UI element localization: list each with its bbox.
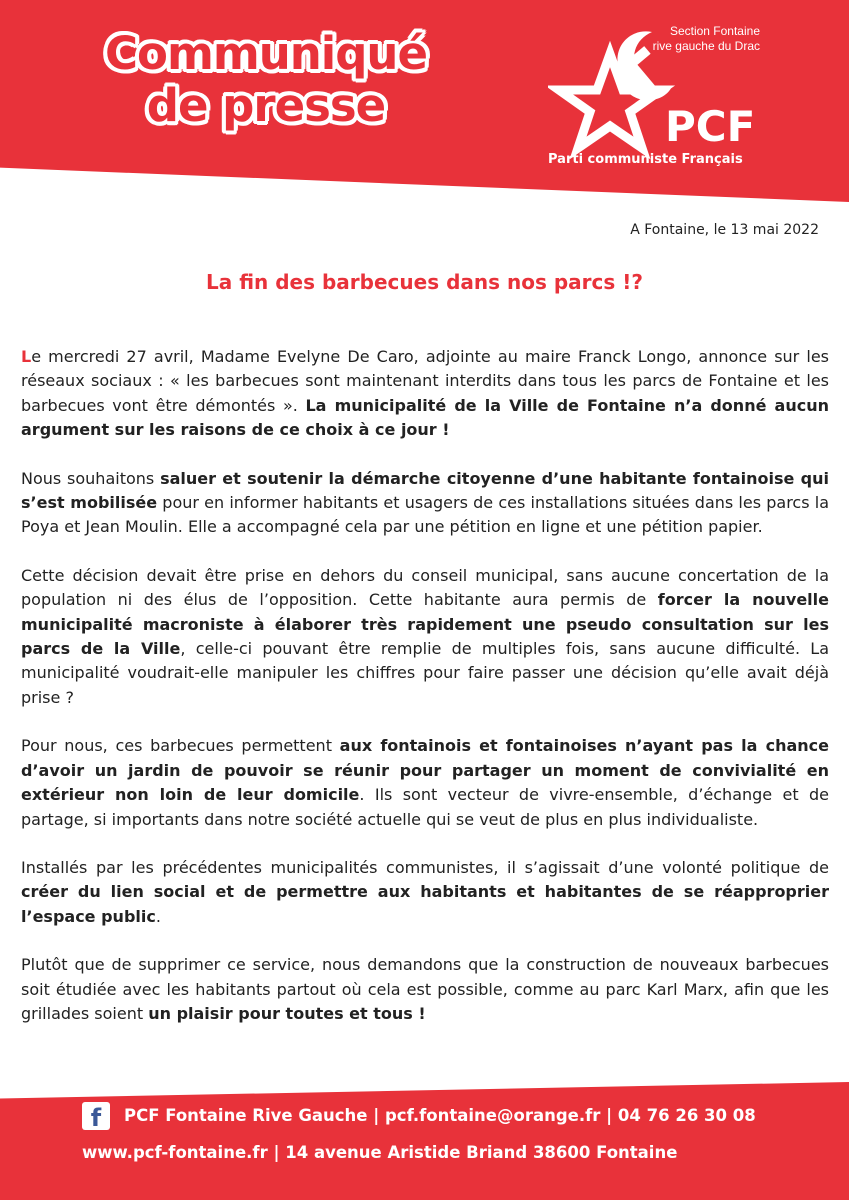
paragraph-emphasis: saluer et soutenir la démarche citoyenne d’une habitante fontainoise qui s’est mobilisée (21, 468, 830, 513)
paragraph-emphasis: créer du lien social et de permettre aux habitants et habitantes de se réapproprier l’espace public (21, 882, 829, 926)
pcf-brand: PCF (665, 102, 756, 151)
footer-contact-text: PCF Fontaine Rive Gauche | pcf.fontaine@orange.fr | 04 76 26 30 08 (124, 1106, 756, 1125)
party-name: Parti communiste Français (548, 152, 743, 167)
paragraph-emphasis: La municipalité de la Ville de Fontaine n’a donné aucun argument sur les raisons de ce choix à ce jour ! (21, 395, 829, 440)
footer-address: www.pcf-fontaine.fr | 14 avenue Aristide Briand 38600 Fontaine (82, 1143, 678, 1162)
page-title (86, 28, 446, 132)
section-line-1: Section Fontaine (669, 24, 760, 38)
paragraph-text: pour en informer habitants et usagers de ces installations situées dans les parcs la Poya et Jean Moulin. Elle a accompagné cela par une pétition en ligne et une pétition papier. (21, 493, 829, 537)
title-line-1: Communiqué (105, 27, 427, 80)
paragraph-emphasis: forcer la nouvelle municipalité macroniste à élaborer très rapidement une pseudo consultation sur les parcs de la Ville (21, 590, 829, 659)
section-name (616, 24, 760, 54)
paragraph-text: Nous souhaitons (21, 468, 161, 488)
press-release-body (21, 345, 829, 1050)
paragraph-text: , celle-ci pouvant être remplie de multiples fois, sans aucune difficulté. La municipalité voudrait-elle manipuler les chiffres pour faire passer une décision qu’elle avait déjà prise ? (21, 639, 830, 707)
section-line-2: rive gauche du Drac (652, 39, 760, 53)
footer-contact (82, 1102, 756, 1130)
paragraph-emphasis: aux fontainois et fontainoises n’ayant pas la chance d’avoir un jardin de pouvoir se réunir pour partager un moment de convivialité en extérieur non loin de leur domicile (21, 736, 829, 805)
paragraph-5 (21, 856, 829, 929)
paragraph-3 (21, 564, 829, 710)
paragraph-2 (21, 467, 829, 540)
paragraph-text: Pour nous, ces barbecues permettent (21, 736, 340, 756)
paragraph-text: Cette décision devait être prise en dehors du conseil municipal, sans aucune concertation de la population ni des élus de l’opposition. Cette habitante aura permis de (21, 565, 829, 610)
paragraph-text: e mercredi 27 avril, Madame Evelyne De Caro, adjointe au maire Franck Longo, annonce sur les réseaux sociaux : « les barbecues sont maintenant interdits dans tous les parcs de Fontaine et les barbecues vont être démontés ». (21, 347, 829, 415)
paragraph-emphasis: un plaisir pour toutes et tous ! (148, 1003, 426, 1023)
paragraph-text: . (155, 906, 161, 926)
facebook-glyph: f (90, 1104, 102, 1132)
title-line-2: de presse (146, 79, 386, 132)
paragraph-1 (21, 345, 829, 443)
paragraph-text: Installés par les précédentes municipalités communistes, il s’agissait d’une volonté politique de (21, 857, 829, 877)
date-line: A Fontaine, le 13 mai 2022 (630, 222, 819, 238)
drop-cap: L (21, 347, 32, 366)
facebook-icon[interactable] (82, 1102, 110, 1130)
paragraph-text: Plutôt que de supprimer ce service, nous demandons que la construction de nouveaux barbecues soit étudiée avec les habitants partout où cela est possible, comme au parc Karl Marx, afin que les grillades soient (21, 955, 829, 1023)
paragraph-text: . Ils sont vecteur de vivre-ensemble, d’échange et de partage, si importants dans notre société actuelle qui se veut de plus en plus individualiste. (21, 785, 829, 829)
paragraph-6 (21, 953, 829, 1026)
headline: La fin des barbecues dans nos parcs !? (206, 270, 643, 294)
paragraph-4 (21, 734, 829, 832)
